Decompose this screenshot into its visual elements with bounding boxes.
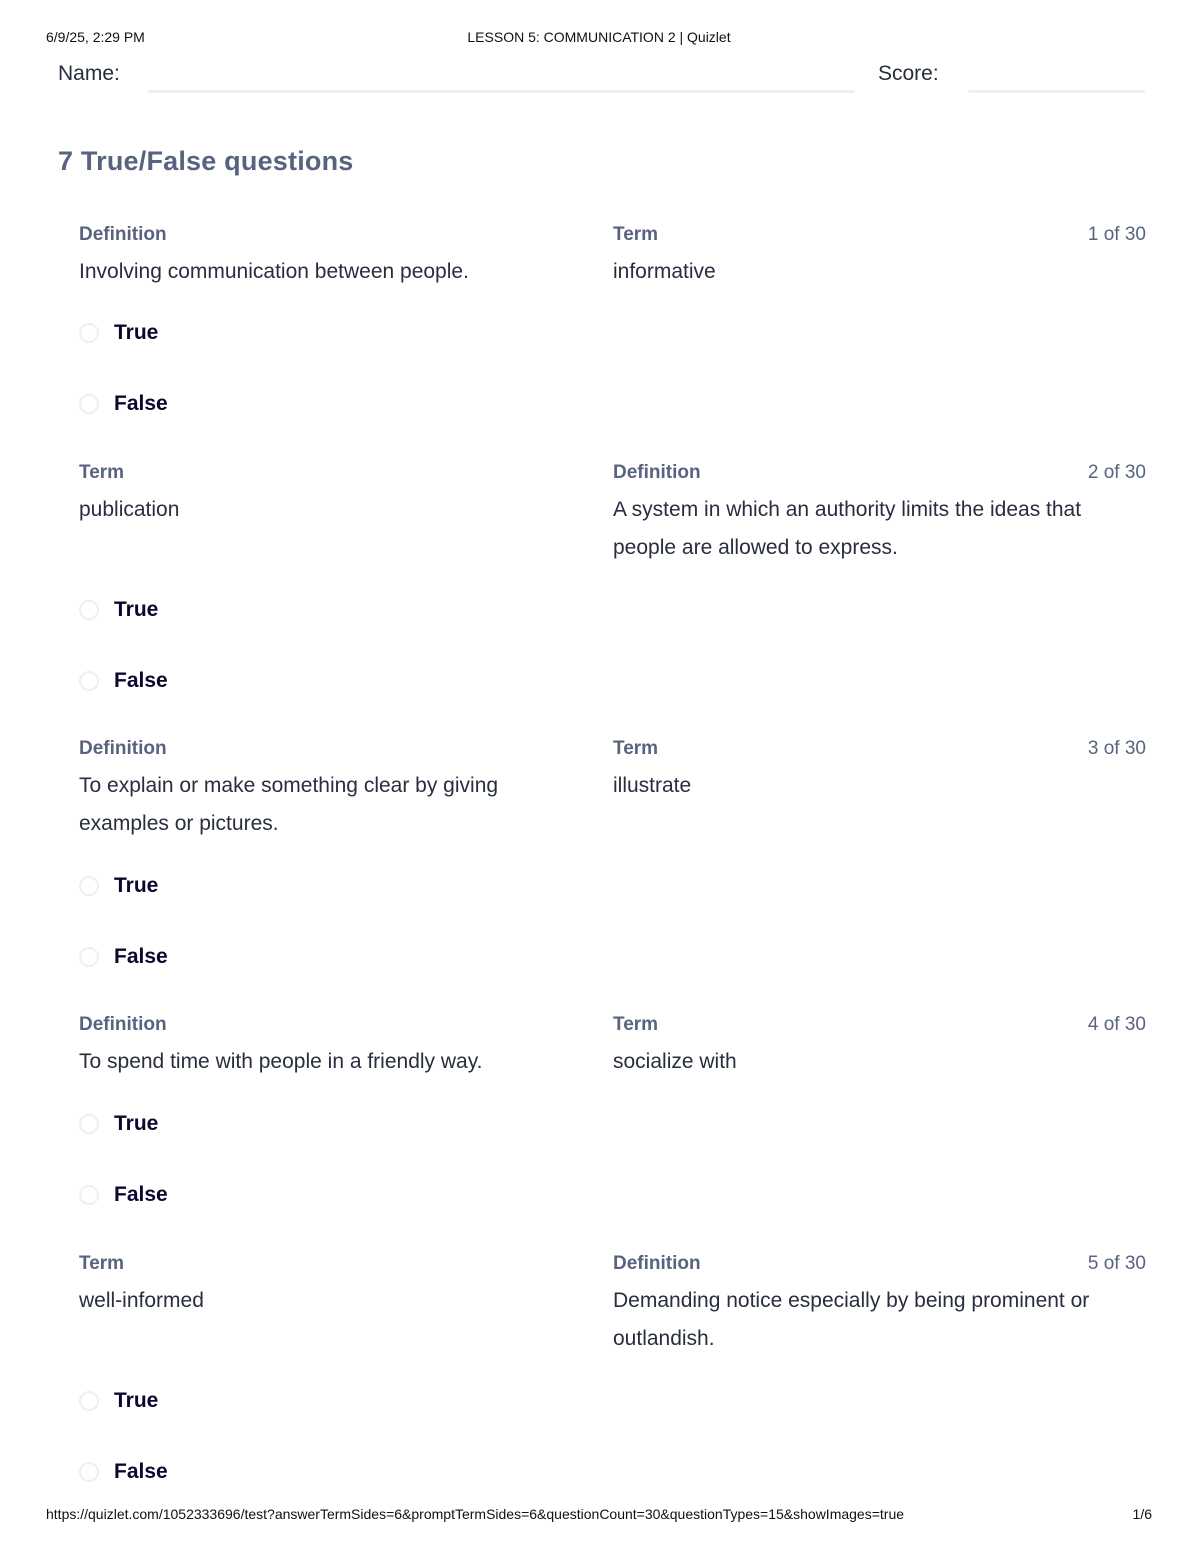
question-left-header: Term — [79, 462, 125, 483]
question-right-header: Term — [613, 738, 659, 759]
question-counter: 3 of 30 — [1087, 738, 1146, 759]
question-right-text: A system in which an authority limits the ideas that people are allowed to express. — [613, 498, 1082, 559]
name-field[interactable] — [148, 90, 855, 93]
false-option-label: False — [114, 392, 168, 415]
question-counter: 5 of 30 — [1087, 1253, 1146, 1274]
radio-circle-icon[interactable] — [79, 671, 99, 691]
question-left-header: Definition — [79, 224, 167, 245]
question-left-header: Definition — [79, 1014, 167, 1035]
print-url: https://quizlet.com/1052333696/test?answerTermSides=6&promptTermSides=6&questionCount=30&questionTypes=15&showImages=true — [46, 1506, 905, 1522]
section-title: 7 True/False questions — [58, 146, 354, 176]
question-left-text: well-informed — [79, 1289, 204, 1312]
radio-circle-icon[interactable] — [79, 1114, 99, 1134]
name-label: Name: — [58, 62, 120, 85]
question-right-header: Term — [613, 1014, 659, 1035]
radio-circle-icon[interactable] — [79, 323, 99, 343]
print-page-number: 1/6 — [1132, 1506, 1152, 1522]
true-option-label: True — [114, 1112, 159, 1135]
question-right-text: Demanding notice especially by being prominent or outlandish. — [613, 1289, 1090, 1350]
print-footer — [46, 1506, 1152, 1526]
print-datetime: 6/9/25, 2:29 PM — [46, 29, 145, 45]
true-option-label: True — [114, 321, 159, 344]
radio-circle-icon[interactable] — [79, 947, 99, 967]
false-option-label: False — [114, 1460, 168, 1483]
radio-circle-icon[interactable] — [79, 1391, 99, 1411]
false-option-label: False — [114, 945, 168, 968]
question-left-text: To explain or make something clear by giving examples or pictures. — [79, 774, 499, 835]
name-score-row — [58, 62, 1145, 96]
question-right-header: Definition — [613, 1253, 701, 1274]
radio-circle-icon[interactable] — [79, 600, 99, 620]
question-counter: 2 of 30 — [1087, 462, 1146, 483]
question-counter: 4 of 30 — [1087, 1014, 1146, 1035]
question-right-header: Term — [613, 224, 659, 245]
true-option-label: True — [114, 1389, 159, 1412]
true-option-label: True — [114, 598, 159, 621]
question-left-text: publication — [79, 498, 180, 521]
question-left-header: Definition — [79, 738, 167, 759]
false-option-label: False — [114, 1183, 168, 1206]
question-counter: 1 of 30 — [1087, 224, 1146, 245]
print-header — [46, 29, 1152, 49]
false-option-label: False — [114, 669, 168, 692]
question-left-header: Term — [79, 1253, 125, 1274]
print-page-title: LESSON 5: COMMUNICATION 2 | Quizlet — [467, 29, 731, 45]
question-right-text: informative — [613, 260, 716, 283]
true-option-label: True — [114, 874, 159, 897]
question-left-text: To spend time with people in a friendly way. — [79, 1050, 483, 1073]
question-right-text: socialize with — [613, 1050, 737, 1073]
radio-circle-icon[interactable] — [79, 1462, 99, 1482]
radio-circle-icon[interactable] — [79, 876, 99, 896]
radio-circle-icon[interactable] — [79, 394, 99, 414]
question-left-text: Involving communication between people. — [79, 260, 469, 283]
score-field[interactable] — [968, 90, 1145, 93]
question-right-header: Definition — [613, 462, 701, 483]
score-label: Score: — [878, 62, 939, 85]
question-right-text: illustrate — [613, 774, 692, 797]
radio-circle-icon[interactable] — [79, 1185, 99, 1205]
